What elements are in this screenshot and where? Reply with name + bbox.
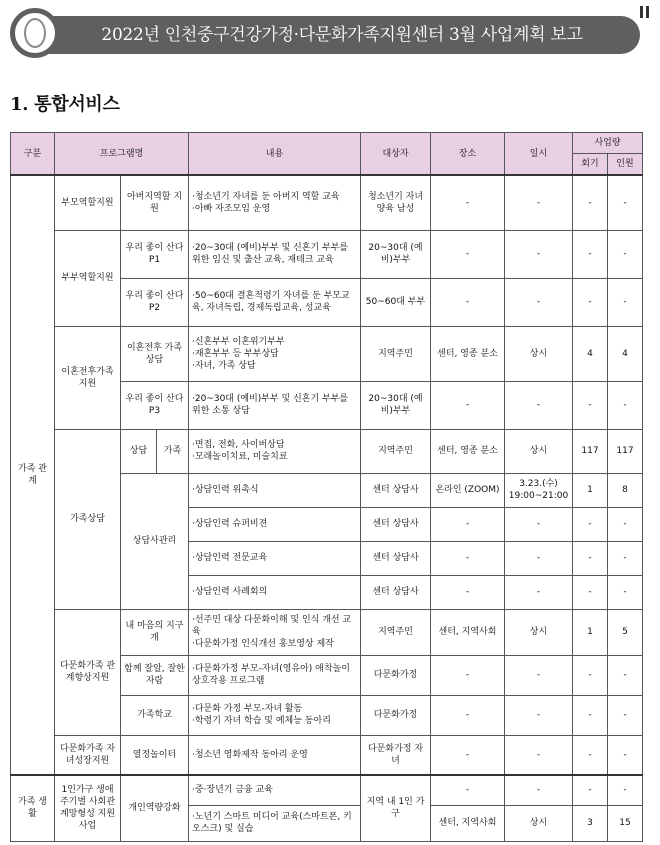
sessions: - [573,278,608,326]
place: - [431,735,505,775]
people: - [608,541,643,575]
place: - [431,775,505,805]
program-name: 열정놀이터 [121,735,189,775]
header-volume: 사업량 [573,133,643,154]
program-content: ·선주민 대상 다문화이해 및 인식 개선 교육 ·다문화가정 인식개선 홍보영상 제작 [189,609,361,655]
program-content: ·50~60대 결혼적령기 자녀를 둔 부모교육, 자녀독립, 경제독립교육, 성교육 [189,278,361,326]
subgroup-parent-role: 부모역할지원 [55,175,121,230]
date: - [505,541,573,575]
group-family-relation: 가족 관계 [11,175,55,775]
people: - [608,381,643,429]
date: - [505,230,573,278]
program-name: 우리 좋이 산다 P3 [121,381,189,429]
subgroup-single-household: 1인가구 생애주기별 사회관계망형성 지원사업 [55,775,121,841]
target: 다문화가정 [361,695,431,735]
subgroup-counseling: 가족상담 [55,429,121,609]
date: - [505,575,573,609]
target: 지역주민 [361,326,431,381]
program-content: ·상담인력 슈퍼비젼 [189,507,361,541]
people: - [608,695,643,735]
program-content: ·신혼부부 이혼위기부부 ·재혼부부 등 부부상담 ·자녀, 가족 상담 [189,326,361,381]
people: - [608,175,643,230]
target: 센터 상담사 [361,507,431,541]
header-target: 대상자 [361,133,431,176]
place: - [431,230,505,278]
section-heading [10,90,120,116]
date: - [505,695,573,735]
date: - [505,735,573,775]
people: - [608,507,643,541]
target: 50~60대 부부 [361,278,431,326]
sessions: 3 [573,805,608,841]
people: 5 [608,609,643,655]
target: 센터 상담사 [361,473,431,507]
program-content: ·청소년기 자녀를 둔 아버지 역할 교육 ·아빠 자조모임 운영 [189,175,361,230]
subgroup-divorce: 이혼전후가족 지원 [55,326,121,429]
people: - [608,655,643,695]
header-program: 프로그램명 [55,133,189,176]
people: 15 [608,805,643,841]
program-content: ·청소년 영화제작 동아리 운영 [189,735,361,775]
target: 지역주민 [361,429,431,473]
place: - [431,278,505,326]
sessions: - [573,575,608,609]
program-name: 내 마음의 지구개 [121,609,189,655]
people: - [608,278,643,326]
subgroup-couple-role: 부부역할지원 [55,230,121,326]
program-content: ·상담인력 위촉식 [189,473,361,507]
program-name: 우리 좋이 산다 P1 [121,230,189,278]
program-content: ·다문화가정 부모-자녀(영유아) 애착놀이 상호작용 프로그램 [189,655,361,695]
header-circle-inner [24,18,46,48]
date: - [505,655,573,695]
target: 청소년기 자녀 양육 남성 [361,175,431,230]
sessions: - [573,541,608,575]
date: - [505,775,573,805]
people: - [608,775,643,805]
program-content: ·상담인력 사례회의 [189,575,361,609]
date: 상시 [505,805,573,841]
page-title: 2022년 인천중구건강가정·다문화가족지원센터 3월 사업계획 보고 [101,25,583,45]
program-content: ·20~30대 (예비)부부 및 신혼기 부부를 위한 임신 및 출산 교육, 재테크 교육 [189,230,361,278]
program-content: ·다문화 가정 부모-자녀 활동 ·학령기 자녀 학습 및 예체능 동아리 [189,695,361,735]
sessions: - [573,735,608,775]
header-date: 일시 [505,133,573,176]
date: 상시 [505,429,573,473]
date: - [505,278,573,326]
header-people: 인원 [608,154,643,176]
people: 8 [608,473,643,507]
sessions: 4 [573,326,608,381]
place: - [431,695,505,735]
program-name: 우리 좋이 산다 P2 [121,278,189,326]
place: - [431,655,505,695]
sessions: 1 [573,473,608,507]
program-content: ·면접, 전화, 사이버상담 ·모래놀이치료, 미술치료 [189,429,361,473]
sessions: - [573,695,608,735]
date: - [505,381,573,429]
place: - [431,507,505,541]
program-name: 이혼전후 가족상담 [121,326,189,381]
place: 센터, 영종 분소 [431,429,505,473]
place: - [431,541,505,575]
target: 20~30대 (예비)부부 [361,230,431,278]
place: 센터, 영종 분소 [431,326,505,381]
sessions: - [573,175,608,230]
program-name: 개인역량강화 [121,775,189,841]
program-content: ·노년기 스마트 미디어 교육(스마트폰, 키오스크) 및 실습 [189,805,361,841]
section-title: 통합서비스 [34,94,120,115]
group-family-life: 가족 생활 [11,775,55,841]
place: - [431,575,505,609]
program-content: ·20~30대 (예비)부부 및 신혼기 부부를 위한 소통 상담 [189,381,361,429]
program-name: 아버지역할 지원 [121,175,189,230]
program-name: 가족학교 [121,695,189,735]
place: 센터, 지역사회 [431,609,505,655]
header-category: 구분 [11,133,55,176]
program-name-a: 상담 [121,429,157,473]
target: 지역주민 [361,609,431,655]
sessions: - [573,230,608,278]
target: 20~30대 (예비)부부 [361,381,431,429]
sessions: 117 [573,429,608,473]
target: 다문화가정 [361,655,431,695]
date: 3.23.(수) 19:00~21:00 [505,473,573,507]
sessions: - [573,775,608,805]
sessions: - [573,655,608,695]
target: 센터 상담사 [361,575,431,609]
program-name: 상담사관리 [121,473,189,609]
subgroup-multicultural-child: 다문화가족 자녀성장지원 [55,735,121,775]
people: 117 [608,429,643,473]
header-place: 장소 [431,133,505,176]
sessions: - [573,381,608,429]
sessions: 1 [573,609,608,655]
people: - [608,575,643,609]
place: - [431,381,505,429]
target: 지역 내 1인 가구 [361,775,431,841]
corner-quote-mark-icon [640,6,650,22]
date: 상시 [505,609,573,655]
business-plan-table [10,132,643,842]
section-number: 1. [10,94,29,115]
people: - [608,230,643,278]
place: 센터, 지역사회 [431,805,505,841]
date: 상시 [505,326,573,381]
target: 다문화가정 자녀 [361,735,431,775]
target: 센터 상담사 [361,541,431,575]
header-sessions: 회기 [573,154,608,176]
sessions: - [573,507,608,541]
header-banner [6,6,650,62]
program-name-b: 가족 [157,429,189,473]
place: 온라인 (ZOOM) [431,473,505,507]
program-name: 함께 잘알, 잘한 자람 [121,655,189,695]
program-content: ·중·장년기 금융 교육 [189,775,361,805]
people: 4 [608,326,643,381]
people: - [608,735,643,775]
program-content: ·상담인력 전문교육 [189,541,361,575]
header-circle-ornament [10,8,60,58]
place: - [431,175,505,230]
subgroup-multicultural-relation: 다문화가족 관계향상지원 [55,609,121,735]
header-content: 내용 [189,133,361,176]
date: - [505,507,573,541]
date: - [505,175,573,230]
